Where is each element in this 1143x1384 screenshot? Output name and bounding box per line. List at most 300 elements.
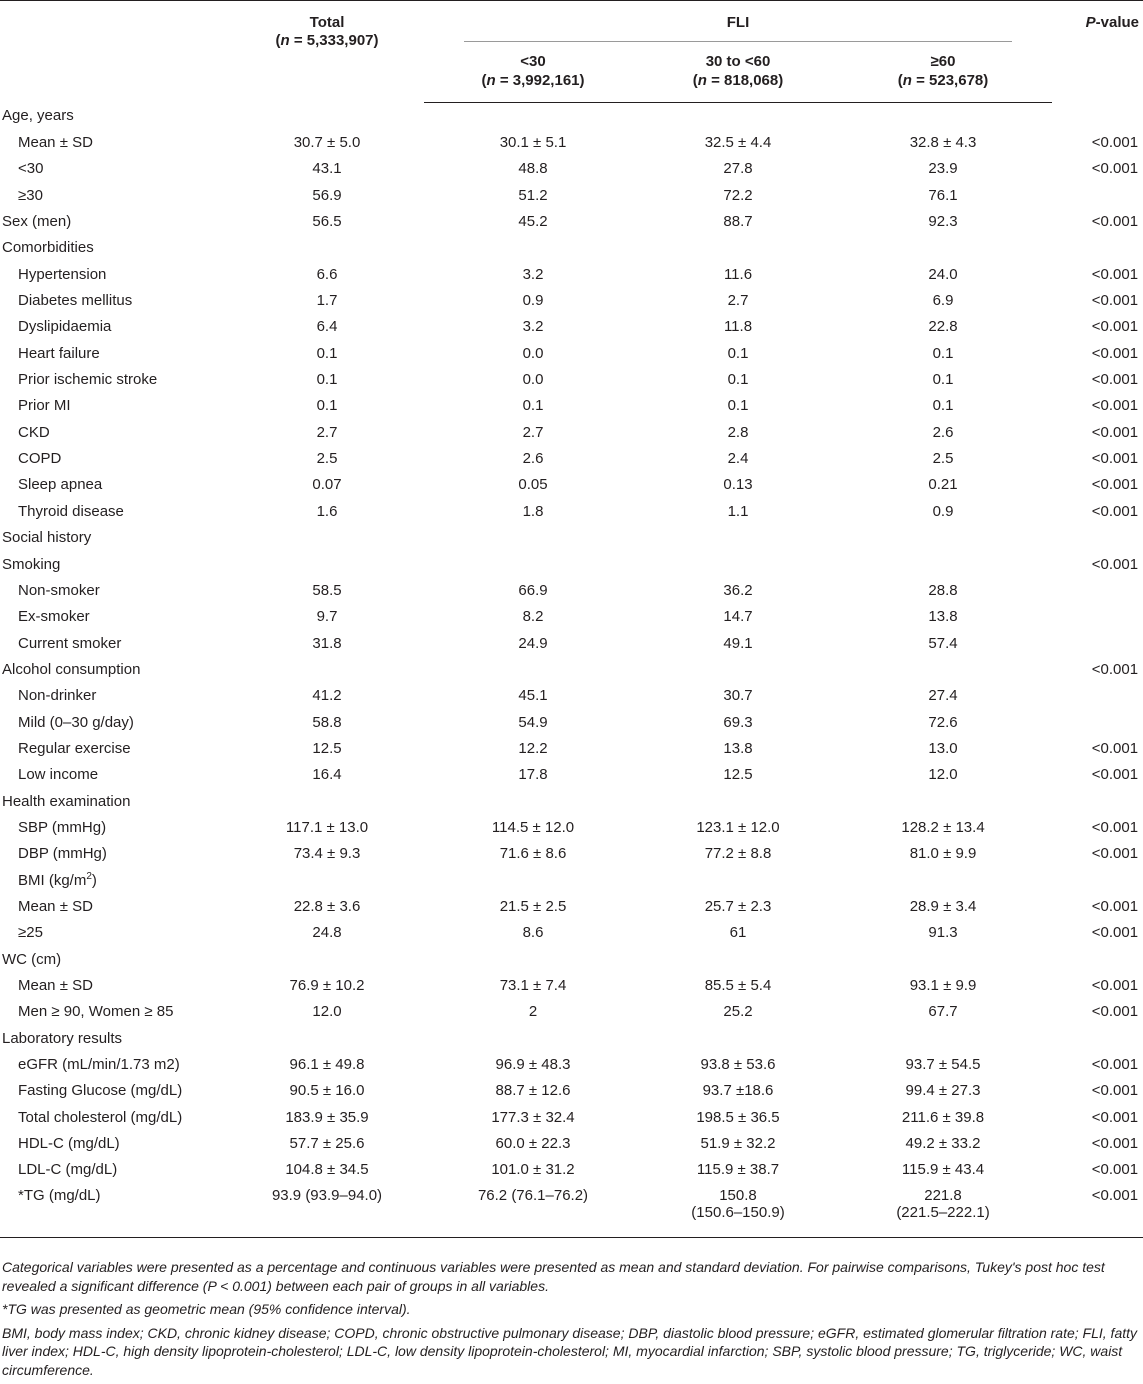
cell-fli-lt30: 17.8 — [518, 766, 548, 784]
cell-fli-lt30: 8.6 — [522, 924, 544, 942]
cell-fli-lt30: 51.2 — [518, 186, 548, 204]
cell-fli-lt30 — [424, 103, 642, 130]
cell-total: 90.5 ± 16.0 — [289, 1082, 365, 1100]
table-row — [0, 340, 1143, 366]
header-pvalue — [1052, 1, 1143, 103]
cell-fli-lt30: 2.6 — [522, 450, 544, 468]
row-label: <30 — [18, 160, 44, 178]
table-body — [0, 103, 1143, 1238]
cell-fli-ge60: 28.9 ± 3.4 — [909, 897, 977, 915]
cell-fli-ge60: 0.1 — [932, 344, 954, 362]
cell-total: 43.1 — [312, 160, 342, 178]
cell-fli-30to60: 1.1 — [727, 502, 749, 520]
cell-fli-lt30: 24.9 — [518, 634, 548, 652]
cell-fli-lt30: 0.0 — [522, 344, 544, 362]
cell-pvalue: <0.001 — [1091, 265, 1139, 283]
row-label: Dyslipidaemia — [18, 318, 112, 336]
cell-fli-lt30 — [424, 788, 642, 814]
row-label-suffix: ) — [91, 871, 97, 889]
cell-fli-ge60: 6.9 — [932, 292, 954, 310]
cell-fli-ge60: 72.6 — [928, 713, 958, 731]
cell-pvalue: <0.001 — [1091, 924, 1139, 942]
cell-total: 1.7 — [316, 292, 338, 310]
cell-fli-lt30: 1.8 — [522, 502, 544, 520]
cell-fli-30to60: 69.3 — [723, 713, 753, 731]
cell-total: 0.1 — [316, 344, 338, 362]
cell-total: 31.8 — [312, 634, 342, 652]
cell-fli-lt30: 21.5 ± 2.5 — [499, 897, 567, 915]
header-fli-group-2 — [642, 42, 834, 103]
cell-fli-ge60: 13.8 — [928, 608, 958, 626]
cell-pvalue: <0.001 — [1091, 1161, 1139, 1179]
cell-fli-ge60: 81.0 ± 9.9 — [909, 845, 977, 863]
cell-fli-lt30: 30.1 ± 5.1 — [499, 134, 567, 152]
header-pvalue-rest: -value — [1095, 14, 1140, 31]
cell-pvalue: <0.001 — [1091, 292, 1139, 310]
cell-fli-ge60: 23.9 — [928, 160, 958, 178]
cell-fli-30to60: 13.8 — [723, 739, 753, 757]
row-label: Mean ± SD — [18, 977, 93, 995]
row-label: DBP (mmHg) — [18, 845, 107, 863]
row-label: Age, years — [2, 107, 74, 125]
cell-fli-lt30: 2.7 — [522, 423, 544, 441]
cell-pvalue: <0.001 — [1091, 555, 1139, 573]
table-row — [0, 208, 1143, 234]
cell-pvalue: <0.001 — [1091, 160, 1139, 178]
cell-total: 2.7 — [316, 423, 338, 441]
cell-fli-ge60 — [834, 551, 1052, 577]
row-label: Mild (0–30 g/day) — [18, 713, 134, 731]
cell-fli-30to60: 30.7 — [723, 687, 753, 705]
cell-pvalue: <0.001 — [1091, 318, 1139, 336]
table-row — [0, 893, 1143, 919]
cell-pvalue: <0.001 — [1091, 371, 1139, 389]
cell-fli-ge60: 32.8 ± 4.3 — [909, 134, 977, 152]
row-label: Thyroid disease — [18, 502, 124, 520]
row-label: HDL-C (mg/dL) — [18, 1135, 120, 1153]
cell-value: 221.8 — [924, 1187, 962, 1205]
cell-fli-ge60: 24.0 — [928, 265, 958, 283]
cell-fli-30to60 — [642, 551, 834, 577]
cell-fli-30to60: 0.1 — [727, 397, 749, 415]
cell-pvalue: <0.001 — [1091, 1056, 1139, 1074]
row-label: Alcohol consumption — [2, 660, 141, 678]
cell-fli-lt30: 0.1 — [522, 397, 544, 415]
table-row — [0, 498, 1143, 524]
table-row — [0, 366, 1143, 392]
header-group-label: <30 — [520, 53, 546, 70]
header-group-label: ≥60 — [930, 53, 956, 70]
cell-total: 0.1 — [316, 397, 338, 415]
cell-fli-lt30: 88.7 ± 12.6 — [495, 1082, 571, 1100]
cell-total: 1.6 — [316, 502, 338, 520]
cell-total: 76.9 ± 10.2 — [289, 977, 365, 995]
cell-fli-lt30: 101.0 ± 31.2 — [491, 1161, 575, 1179]
cell-fli-lt30: 3.2 — [522, 265, 544, 283]
cell-fli-lt30: 60.0 ± 22.3 — [495, 1135, 571, 1153]
header-row-1 — [0, 1, 1143, 43]
cell-fli-lt30 — [424, 946, 642, 972]
footnote-abbreviations: BMI, body mass index; CKD, chronic kidney disease; COPD, chronic obstructive pulmonary disease; DBP, diastolic blood pressure; eGFR, estimated glomerular filtration rate; FLI, fatty liver index; HDL-C, high density lipoprotein-cholesterol; LDL-C, low density lipoprotein-cholesterol; MI, myocardial infarction; SBP, systolic blood pressure; TG, triglyceride; WC, waist circumference. — [2, 1324, 1138, 1378]
cell-pvalue: <0.001 — [1091, 766, 1139, 784]
cell-fli-30to60: 0.1 — [727, 344, 749, 362]
cell-fli-lt30: 2 — [528, 1003, 538, 1021]
cell-fli-ge60 — [834, 1183, 1052, 1238]
cell-pvalue: <0.001 — [1091, 660, 1139, 678]
cell-total: 6.6 — [316, 265, 338, 283]
header-total-label: Total — [309, 14, 345, 31]
cell-fli-ge60: 2.6 — [932, 423, 954, 441]
table-row — [0, 604, 1143, 630]
cell-fli-30to60: 12.5 — [723, 766, 753, 784]
cell-pvalue — [1052, 525, 1143, 551]
table-row — [0, 709, 1143, 735]
row-label: Mean ± SD — [18, 897, 93, 915]
cell-fli-30to60: 2.8 — [727, 423, 749, 441]
table-row — [0, 867, 1143, 893]
cell-fli-ge60: 0.21 — [928, 476, 958, 494]
cell-total: 73.4 ± 9.3 — [293, 845, 361, 863]
row-label: Current smoker — [18, 634, 122, 652]
cell-fli-ge60: 22.8 — [928, 318, 958, 336]
cell-total: 93.9 (93.9–94.0) — [230, 1183, 424, 1238]
table-row — [0, 920, 1143, 946]
cell-pvalue: <0.001 — [1091, 739, 1139, 757]
cell-fli-30to60: 51.9 ± 32.2 — [700, 1135, 776, 1153]
cell-pvalue: <0.001 — [1091, 502, 1139, 520]
cell-fli-30to60: 36.2 — [723, 581, 753, 599]
cell-pvalue: <0.001 — [1091, 897, 1139, 915]
cell-fli-ge60: 128.2 ± 13.4 — [901, 818, 985, 836]
cell-fli-ge60: 0.1 — [932, 371, 954, 389]
cell-fli-ge60: 2.5 — [932, 450, 954, 468]
cell-fli-lt30: 0.9 — [522, 292, 544, 310]
cell-fli-lt30 — [424, 525, 642, 551]
row-label: Non-smoker — [18, 581, 100, 599]
header-group-n: (n = 523,678) — [897, 72, 989, 89]
cell-total — [230, 235, 424, 261]
cell-ci: (221.5–222.1) — [896, 1204, 990, 1222]
cell-pvalue: <0.001 — [1091, 423, 1139, 441]
table-row — [0, 630, 1143, 656]
cell-fli-30to60: 61 — [729, 924, 747, 942]
table-row — [0, 1157, 1143, 1183]
table-footnotes — [2, 1258, 1140, 1384]
cell-fli-30to60 — [642, 867, 834, 893]
table-row — [0, 525, 1143, 551]
header-pvalue-p: P — [1085, 14, 1096, 31]
table-row — [0, 551, 1143, 577]
cell-fli-lt30 — [424, 656, 642, 682]
header-group-label: 30 to <60 — [705, 53, 771, 70]
cell-total: 6.4 — [316, 318, 338, 336]
cell-total: 22.8 ± 3.6 — [293, 897, 361, 915]
header-fli-label: FLI — [464, 14, 1012, 42]
cell-fli-30to60: 11.8 — [723, 318, 753, 336]
table-row — [0, 762, 1143, 788]
row-label: Regular exercise — [18, 739, 131, 757]
table-row — [0, 156, 1143, 182]
cell-fli-30to60: 0.1 — [727, 371, 749, 389]
cell-pvalue — [1052, 604, 1143, 630]
cell-pvalue — [1052, 1025, 1143, 1051]
row-label-text: BMI (kg/m — [18, 871, 87, 889]
cell-fli-lt30: 76.2 (76.1–76.2) — [424, 1183, 642, 1238]
row-label: Comorbidities — [2, 239, 94, 257]
cell-fli-ge60: 0.1 — [932, 397, 954, 415]
cell-total: 58.5 — [312, 581, 342, 599]
cell-total: 12.0 — [312, 1003, 342, 1021]
header-group-n: (n = 818,068) — [692, 72, 784, 89]
row-label: Laboratory results — [2, 1029, 123, 1047]
cell-fli-30to60: 32.5 ± 4.4 — [704, 134, 772, 152]
table-row — [0, 261, 1143, 287]
cell-fli-ge60 — [834, 656, 1052, 682]
cell-fli-lt30: 66.9 — [518, 581, 548, 599]
cell-fli-ge60: 0.9 — [932, 502, 954, 520]
cell-fli-30to60 — [642, 1025, 834, 1051]
cell-fli-ge60: 115.9 ± 43.4 — [901, 1161, 985, 1179]
cell-fli-ge60: 57.4 — [928, 634, 958, 652]
table-row — [0, 235, 1143, 261]
cell-total: 56.9 — [312, 186, 342, 204]
cell-fli-30to60: 88.7 — [723, 213, 753, 231]
cell-total — [230, 946, 424, 972]
cell-fli-lt30: 71.6 ± 8.6 — [499, 845, 567, 863]
cell-fli-ge60 — [834, 946, 1052, 972]
header-total-n: (n = 5,333,907) — [275, 32, 379, 49]
cell-pvalue: <0.001 — [1091, 818, 1139, 836]
cell-pvalue: <0.001 — [1091, 397, 1139, 415]
cell-fli-lt30 — [424, 867, 642, 893]
cell-fli-30to60: 49.1 — [723, 634, 753, 652]
cell-pvalue — [1052, 103, 1143, 130]
cell-fli-lt30: 3.2 — [522, 318, 544, 336]
cell-fli-30to60 — [642, 1183, 834, 1238]
cell-fli-lt30: 8.2 — [522, 608, 544, 626]
cell-fli-lt30: 0.0 — [522, 371, 544, 389]
cell-fli-30to60: 25.7 ± 2.3 — [704, 897, 772, 915]
cell-fli-ge60: 211.6 ± 39.8 — [901, 1108, 985, 1126]
row-label: ≥30 — [18, 186, 43, 204]
cell-pvalue: <0.001 — [1091, 977, 1139, 995]
cell-fli-ge60: 93.1 ± 9.9 — [909, 977, 977, 995]
cell-pvalue: <0.001 — [1091, 213, 1139, 231]
cell-total — [230, 867, 424, 893]
cell-pvalue: <0.001 — [1091, 1108, 1139, 1126]
cell-pvalue — [1052, 709, 1143, 735]
cell-total: 24.8 — [312, 924, 342, 942]
cell-fli-30to60: 2.4 — [727, 450, 749, 468]
cell-total: 2.5 — [316, 450, 338, 468]
table-row — [0, 287, 1143, 313]
cell-pvalue — [1052, 683, 1143, 709]
cell-total: 117.1 ± 13.0 — [285, 818, 369, 836]
cell-pvalue — [1052, 946, 1143, 972]
row-label: Social history — [2, 529, 92, 547]
cell-pvalue — [1052, 235, 1143, 261]
header-fli-group-3 — [834, 42, 1052, 103]
row-label: Hypertension — [18, 265, 107, 283]
table-row — [0, 472, 1143, 498]
cell-fli-lt30: 54.9 — [518, 713, 548, 731]
cell-fli-ge60: 49.2 ± 33.2 — [905, 1135, 981, 1153]
cell-fli-30to60 — [642, 103, 834, 130]
cell-pvalue: <0.001 — [1091, 1082, 1139, 1100]
row-label: Mean ± SD — [18, 134, 93, 152]
cell-fli-30to60: 11.6 — [723, 265, 753, 283]
cell-fli-30to60: 27.8 — [723, 160, 753, 178]
table-row — [0, 314, 1143, 340]
cell-total — [230, 103, 424, 130]
cell-fli-lt30: 12.2 — [518, 739, 548, 757]
cell-fli-lt30: 48.8 — [518, 160, 548, 178]
cell-fli-ge60: 92.3 — [928, 213, 958, 231]
cell-total: 9.7 — [316, 608, 338, 626]
cell-value: 150.8 — [719, 1187, 757, 1205]
header-variable-blank — [0, 1, 230, 103]
table-row — [0, 182, 1143, 208]
cell-fli-ge60: 67.7 — [928, 1003, 958, 1021]
cell-fli-ge60 — [834, 525, 1052, 551]
row-label: Ex-smoker — [18, 608, 90, 626]
cell-total: 96.1 ± 49.8 — [289, 1056, 365, 1074]
row-label: Men ≥ 90, Women ≥ 85 — [18, 1003, 174, 1021]
cell-fli-ge60: 28.8 — [928, 581, 958, 599]
row-label: *TG (mg/dL) — [0, 1183, 230, 1238]
footnote-methods: Categorical variables were presented as a percentage and continuous variables were presented as mean and standard deviation. For pairwise comparisons, Tukey's post hoc test revealed a significant difference (P < 0.001) between each pair of groups in all variables. — [2, 1259, 1105, 1294]
table-row — [0, 129, 1143, 155]
table-row — [0, 393, 1143, 419]
table-row — [0, 683, 1143, 709]
cell-fli-ge60: 91.3 — [928, 924, 958, 942]
cell-fli-ge60 — [834, 788, 1052, 814]
table-row — [0, 656, 1143, 682]
cell-fli-30to60: 85.5 ± 5.4 — [704, 977, 772, 995]
cell-fli-ge60: 12.0 — [928, 766, 958, 784]
cell-total: 0.07 — [312, 476, 342, 494]
cell-total: 30.7 ± 5.0 — [293, 134, 361, 152]
cell-fli-ge60 — [834, 1025, 1052, 1051]
cell-pvalue — [1052, 577, 1143, 603]
cell-pvalue — [1052, 788, 1143, 814]
cell-pvalue: <0.001 — [1091, 344, 1139, 362]
cell-fli-ge60: 13.0 — [928, 739, 958, 757]
row-label: Prior ischemic stroke — [18, 371, 158, 389]
cell-fli-ge60 — [834, 867, 1052, 893]
cell-pvalue: <0.001 — [1091, 450, 1139, 468]
cell-fli-lt30: 73.1 ± 7.4 — [499, 977, 567, 995]
table-row — [0, 972, 1143, 998]
cell-pvalue: <0.001 — [1091, 1135, 1139, 1153]
row-label: Non-drinker — [18, 687, 97, 705]
table-row — [0, 103, 1143, 130]
header-fli-group-1 — [424, 42, 642, 103]
cell-fli-lt30: 96.9 ± 48.3 — [495, 1056, 571, 1074]
cell-total: 41.2 — [312, 687, 342, 705]
cell-fli-lt30: 45.1 — [518, 687, 548, 705]
cell-fli-30to60: 123.1 ± 12.0 — [696, 818, 780, 836]
table-row — [0, 788, 1143, 814]
cell-fli-30to60: 72.2 — [723, 186, 753, 204]
row-label: LDL-C (mg/dL) — [18, 1161, 118, 1179]
cell-fli-30to60: 77.2 ± 8.8 — [704, 845, 772, 863]
cell-fli-lt30: 45.2 — [518, 213, 548, 231]
cell-total — [230, 525, 424, 551]
cell-total: 58.8 — [312, 713, 342, 731]
table-row — [0, 419, 1143, 445]
table-row-tg — [0, 1183, 1143, 1238]
row-label: Sleep apnea — [18, 476, 103, 494]
cell-fli-lt30: 177.3 ± 32.4 — [491, 1108, 575, 1126]
cell-fli-ge60 — [834, 235, 1052, 261]
cell-total: 12.5 — [312, 739, 342, 757]
cell-pvalue — [1052, 630, 1143, 656]
table-row — [0, 1078, 1143, 1104]
cell-fli-30to60 — [642, 946, 834, 972]
header-group-n: (n = 3,992,161) — [481, 72, 585, 89]
cell-fli-30to60: 25.2 — [723, 1003, 753, 1021]
cell-fli-lt30: 114.5 ± 12.0 — [491, 818, 575, 836]
cell-total — [230, 656, 424, 682]
cell-total — [230, 1025, 424, 1051]
cell-fli-30to60: 93.8 ± 53.6 — [700, 1056, 776, 1074]
cell-pvalue — [1052, 867, 1143, 893]
cell-fli-30to60: 93.7 ±18.6 — [702, 1082, 774, 1100]
cell-fli-ge60 — [834, 103, 1052, 130]
cell-pvalue — [1052, 182, 1143, 208]
cell-fli-lt30 — [424, 1025, 642, 1051]
row-label: CKD — [18, 423, 50, 441]
cell-fli-lt30 — [424, 235, 642, 261]
cell-fli-ge60: 76.1 — [928, 186, 958, 204]
cell-total: 0.1 — [316, 371, 338, 389]
row-label: Diabetes mellitus — [18, 292, 133, 310]
cell-fli-30to60 — [642, 656, 834, 682]
row-label: Smoking — [2, 555, 61, 573]
cell-pvalue: <0.001 — [1091, 476, 1139, 494]
cell-pvalue: <0.001 — [1091, 845, 1139, 863]
cell-pvalue: <0.001 — [1091, 1003, 1139, 1021]
row-label-superscript: 2 — [86, 870, 92, 882]
cell-fli-30to60: 0.13 — [723, 476, 753, 494]
row-label: Health examination — [2, 792, 131, 810]
row-label: Sex (men) — [2, 213, 72, 231]
cell-fli-ge60: 99.4 ± 27.3 — [905, 1082, 981, 1100]
cell-fli-ge60: 93.7 ± 54.5 — [905, 1056, 981, 1074]
cell-fli-30to60 — [642, 788, 834, 814]
table-row — [0, 999, 1143, 1025]
cell-ci: (150.6–150.9) — [691, 1204, 785, 1222]
cell-total: 104.8 ± 34.5 — [285, 1161, 369, 1179]
cell-pvalue: <0.001 — [1052, 1183, 1143, 1238]
cell-total: 183.9 ± 35.9 — [285, 1108, 369, 1126]
cell-fli-30to60 — [642, 235, 834, 261]
cell-total: 56.5 — [312, 213, 342, 231]
cell-total — [230, 788, 424, 814]
row-label: Heart failure — [18, 344, 100, 362]
row-label: SBP (mmHg) — [18, 818, 107, 836]
cell-fli-30to60 — [642, 525, 834, 551]
cell-fli-lt30: 0.05 — [518, 476, 548, 494]
cell-fli-30to60: 14.7 — [723, 608, 753, 626]
cell-fli-30to60: 115.9 ± 38.7 — [696, 1161, 780, 1179]
table-row — [0, 1104, 1143, 1130]
row-label: Total cholesterol (mg/dL) — [18, 1108, 183, 1126]
table-row — [0, 841, 1143, 867]
table-row — [0, 735, 1143, 761]
table-row — [0, 814, 1143, 840]
